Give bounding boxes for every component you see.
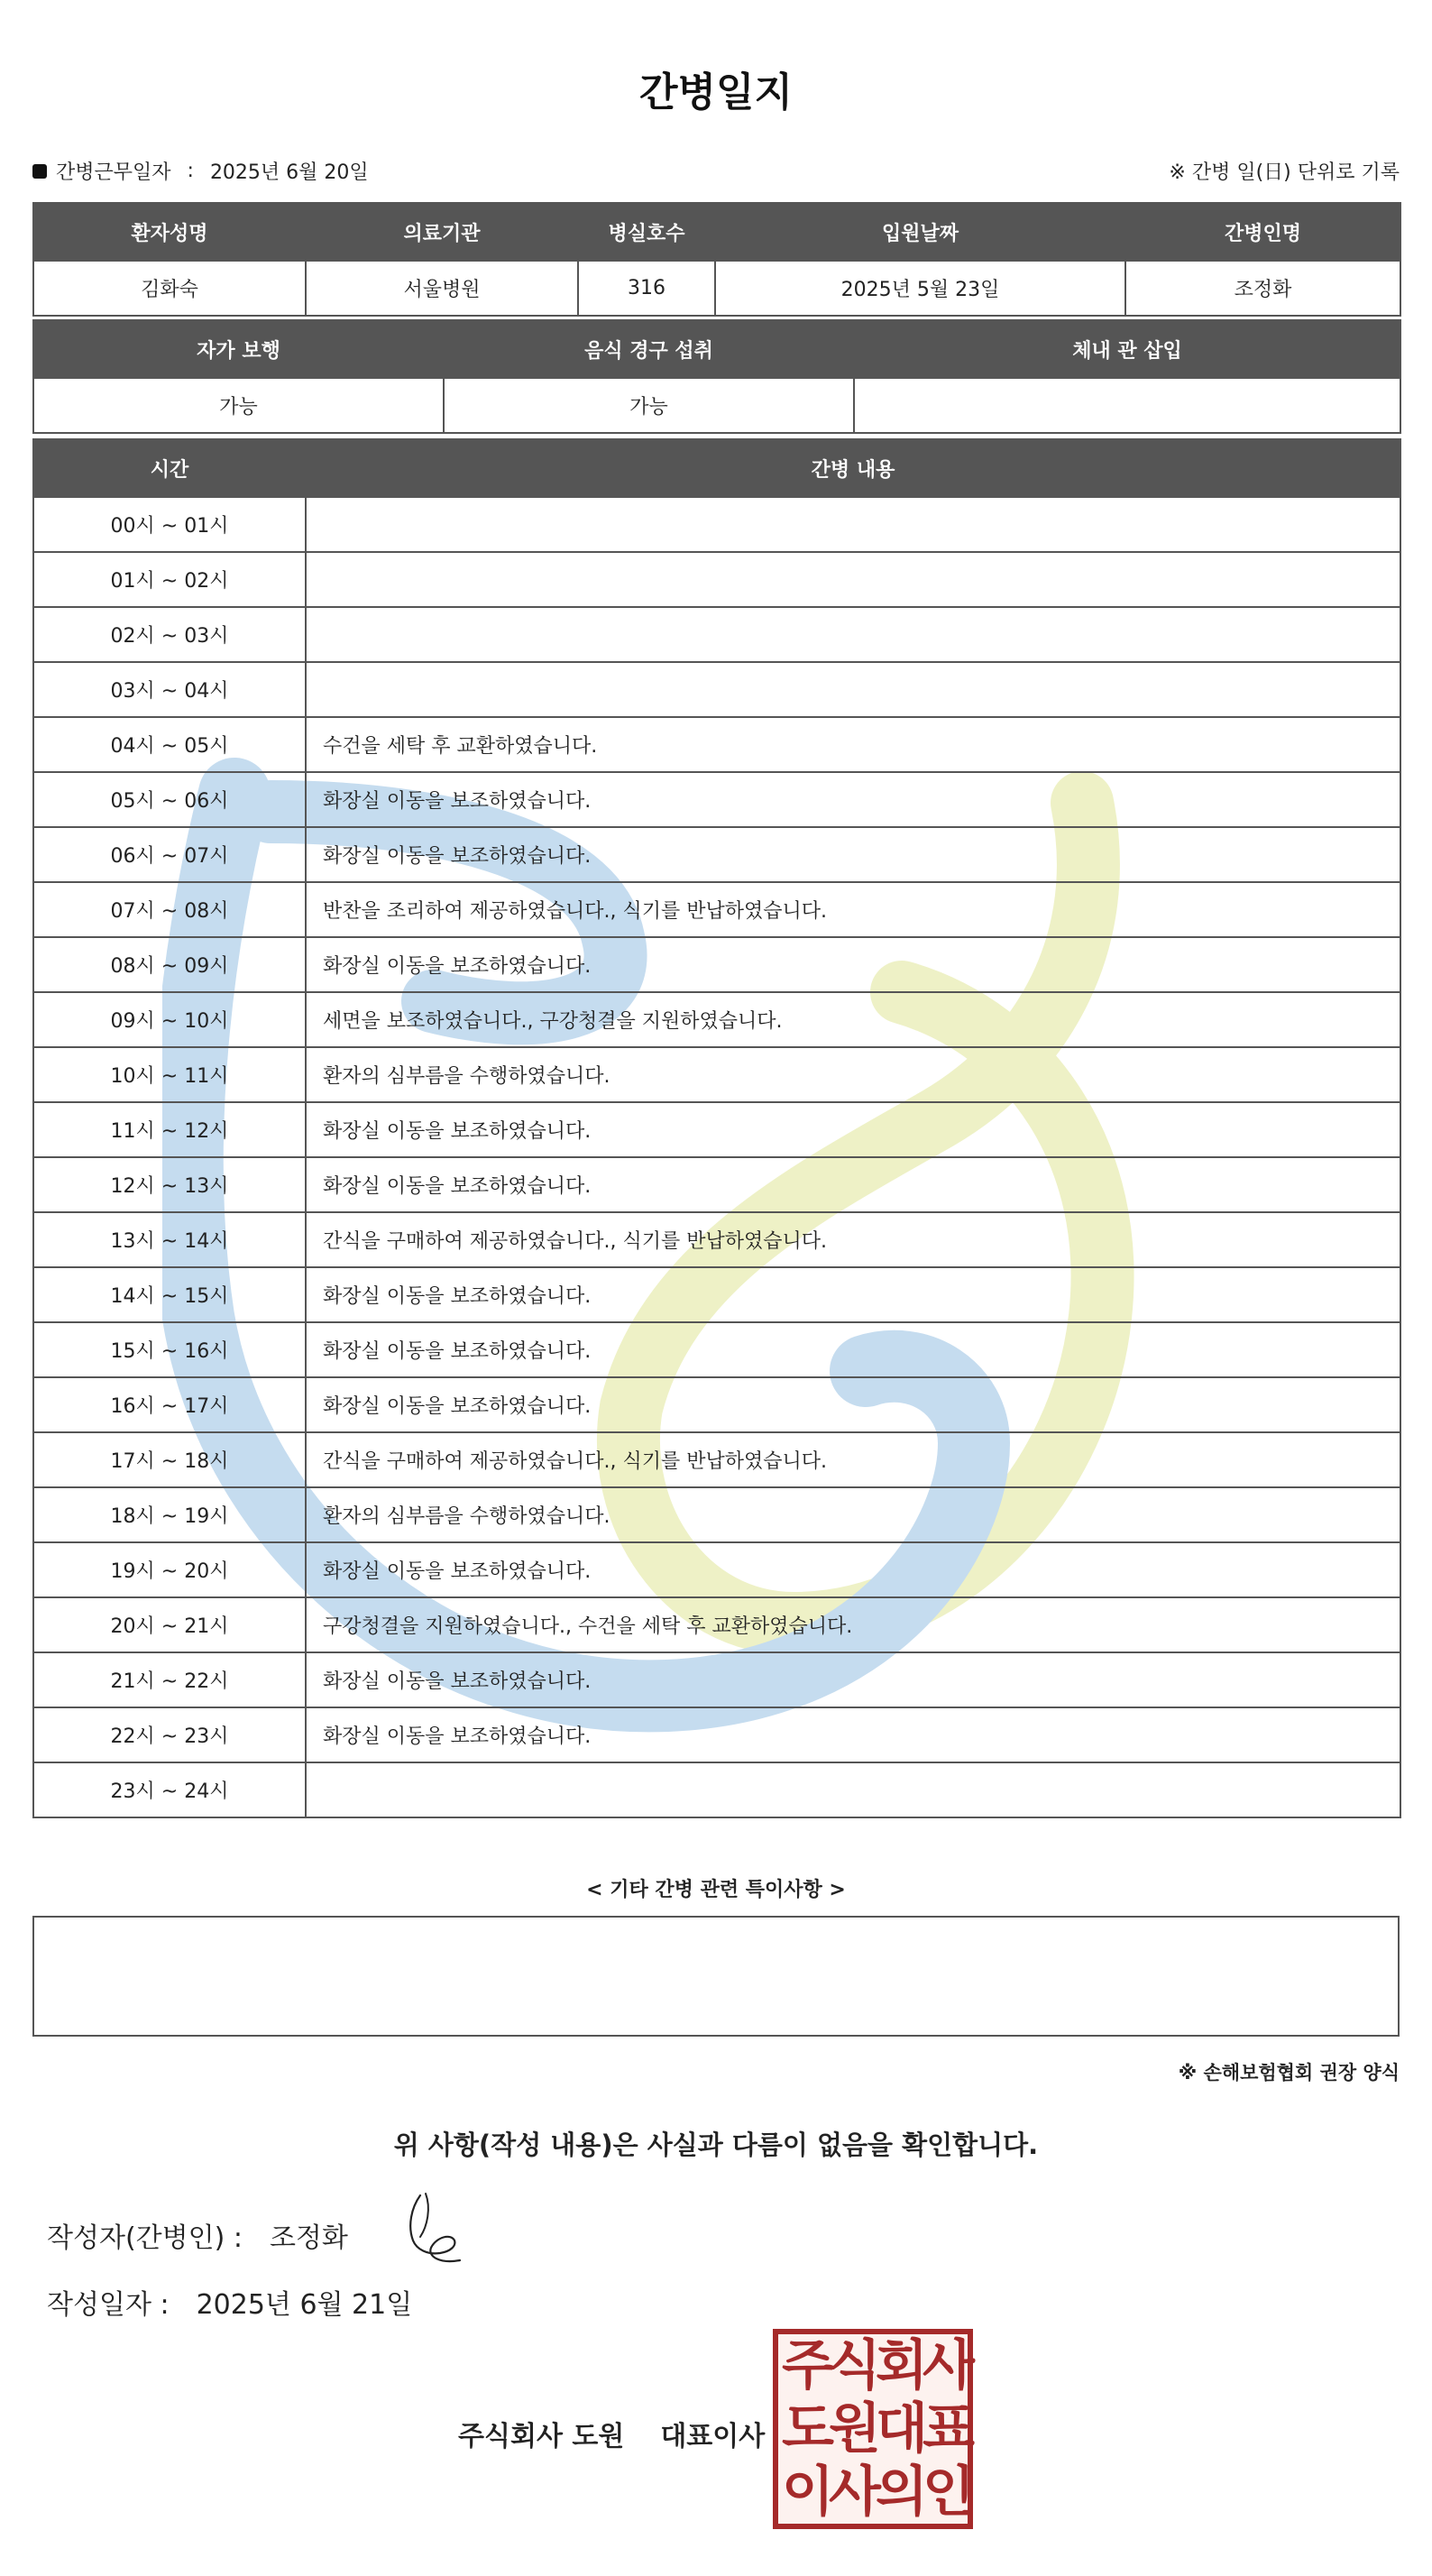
form-source-note: ※ 손해보험협회 권장 양식	[1178, 2062, 1400, 2084]
time-slot-cell: 07시 ~ 08시	[33, 882, 306, 937]
table-row	[33, 1487, 1400, 1542]
header-time: 시간	[33, 439, 306, 497]
time-slot-cell: 19시 ~ 20시	[33, 1542, 306, 1597]
table-row	[33, 1652, 1400, 1707]
care-content-cell: 간식을 구매하여 제공하였습니다., 식기를 반납하였습니다.	[306, 1432, 1400, 1487]
header-caregiver-name: 간병인명	[1125, 203, 1400, 261]
table-row	[33, 1542, 1400, 1597]
care-content-cell: 세면을 보조하였습니다., 구강청결을 지원하였습니다.	[306, 992, 1400, 1047]
record-unit-note: ※ 간병 일(日) 단위로 기록	[1169, 161, 1400, 184]
header-room-number: 병실호수	[578, 203, 715, 261]
table-row	[33, 1102, 1400, 1157]
table-row	[33, 1762, 1400, 1817]
patient-info-table	[32, 202, 1401, 317]
care-content-cell: 반찬을 조리하여 제공하였습니다., 식기를 반납하였습니다.	[306, 882, 1400, 937]
time-slot-cell: 13시 ~ 14시	[33, 1212, 306, 1267]
care-content-cell	[306, 607, 1400, 662]
care-content-cell: 화장실 이동을 보조하였습니다.	[306, 1652, 1400, 1707]
time-slot-cell: 12시 ~ 13시	[33, 1157, 306, 1212]
written-date-value: 2025년 6월 21일	[196, 2289, 413, 2321]
time-slot-cell: 20시 ~ 21시	[33, 1597, 306, 1652]
time-slot-cell: 09시 ~ 10시	[33, 992, 306, 1047]
admission-date-value: 2025년 5월 23일	[715, 261, 1125, 316]
header-tube-insertion: 체내 관 삽입	[854, 320, 1400, 378]
table-row	[33, 882, 1400, 937]
header-hospital: 의료기관	[306, 203, 578, 261]
caregiver-name-value: 조정화	[1125, 261, 1400, 316]
time-slot-cell: 05시 ~ 06시	[33, 772, 306, 827]
work-date-label: 간병근무일자	[56, 161, 171, 184]
table-row	[33, 827, 1400, 882]
company-title: 대표이사	[660, 2421, 766, 2452]
time-slot-cell: 06시 ~ 07시	[33, 827, 306, 882]
patient-status-table	[32, 319, 1401, 434]
table-row	[33, 1597, 1400, 1652]
time-slot-cell: 21시 ~ 22시	[33, 1652, 306, 1707]
table-row	[33, 662, 1400, 717]
time-slot-cell: 18시 ~ 19시	[33, 1487, 306, 1542]
header-oral-intake: 음식 경구 섭취	[444, 320, 854, 378]
care-content-cell: 환자의 심부름을 수행하였습니다.	[306, 1487, 1400, 1542]
table-row	[33, 1377, 1400, 1432]
oral-intake-value: 가능	[444, 378, 854, 433]
table-row	[33, 772, 1400, 827]
work-date-line	[32, 157, 369, 185]
header-patient-name: 환자성명	[33, 203, 306, 261]
header-care-content: 간병 내용	[306, 439, 1400, 497]
remarks-title: < 기타 간병 관련 특이사항 >	[586, 1879, 846, 1901]
time-slot-cell: 22시 ~ 23시	[33, 1707, 306, 1762]
room-number-value: 316	[578, 261, 715, 316]
writer-label: 작성자(간병인) :	[47, 2222, 243, 2254]
time-slot-cell: 10시 ~ 11시	[33, 1047, 306, 1102]
time-slot-cell: 11시 ~ 12시	[33, 1102, 306, 1157]
care-content-cell: 환자의 심부름을 수행하였습니다.	[306, 1047, 1400, 1102]
care-content-cell: 화장실 이동을 보조하였습니다.	[306, 827, 1400, 882]
remarks-box	[32, 1916, 1400, 2037]
header-admission-date: 입원날짜	[715, 203, 1125, 261]
hospital-value: 서울병원	[306, 261, 578, 316]
written-date-label: 작성일자 :	[47, 2289, 170, 2321]
written-date-line	[47, 2282, 412, 2322]
time-slot-cell: 14시 ~ 15시	[33, 1267, 306, 1322]
table-row	[33, 1047, 1400, 1102]
care-content-cell: 화장실 이동을 보조하였습니다.	[306, 772, 1400, 827]
care-content-cell	[306, 1762, 1400, 1817]
care-content-cell: 간식을 구매하여 제공하였습니다., 식기를 반납하였습니다.	[306, 1212, 1400, 1267]
table-row	[33, 1432, 1400, 1487]
care-content-cell	[306, 497, 1400, 552]
writer-line	[47, 2215, 348, 2255]
time-slot-cell: 03시 ~ 04시	[33, 662, 306, 717]
table-row	[33, 1322, 1400, 1377]
time-slot-cell: 16시 ~ 17시	[33, 1377, 306, 1432]
care-content-cell: 화장실 이동을 보조하였습니다.	[306, 1377, 1400, 1432]
time-slot-cell: 01시 ~ 02시	[33, 552, 306, 607]
care-content-cell: 구강청결을 지원하였습니다., 수건을 세탁 후 교환하였습니다.	[306, 1597, 1400, 1652]
care-content-cell: 화장실 이동을 보조하였습니다.	[306, 937, 1400, 992]
table-row	[33, 607, 1400, 662]
time-slot-cell: 02시 ~ 03시	[33, 607, 306, 662]
care-content-cell: 화장실 이동을 보조하였습니다.	[306, 1322, 1400, 1377]
care-content-cell	[306, 552, 1400, 607]
table-row	[33, 717, 1400, 772]
table-row	[33, 552, 1400, 607]
header-self-walking: 자가 보행	[33, 320, 444, 378]
confirmation-statement: 위 사항(작성 내용)은 사실과 다름이 없음을 확인합니다.	[393, 2130, 1039, 2160]
table-row	[33, 1707, 1400, 1762]
care-schedule-table	[32, 438, 1401, 1818]
page-title: 간병일지	[638, 69, 793, 115]
table-row	[33, 1157, 1400, 1212]
tube-insertion-value	[854, 378, 1400, 433]
time-slot-cell: 04시 ~ 05시	[33, 717, 306, 772]
work-date-value: 2025년 6월 20일	[209, 161, 369, 184]
time-slot-cell: 15시 ~ 16시	[33, 1322, 306, 1377]
self-walking-value: 가능	[33, 378, 444, 433]
handwritten-signature	[404, 2190, 467, 2266]
care-content-cell	[306, 662, 1400, 717]
patient-name-value: 김화숙	[33, 261, 306, 316]
work-date-colon: :	[187, 160, 194, 182]
company-line	[458, 2414, 765, 2453]
table-row	[33, 937, 1400, 992]
care-content-cell: 화장실 이동을 보조하였습니다.	[306, 1102, 1400, 1157]
time-slot-cell: 08시 ~ 09시	[33, 937, 306, 992]
care-content-cell: 화장실 이동을 보조하였습니다.	[306, 1157, 1400, 1212]
time-slot-cell: 00시 ~ 01시	[33, 497, 306, 552]
time-slot-cell: 17시 ~ 18시	[33, 1432, 306, 1487]
care-content-cell: 화장실 이동을 보조하였습니다.	[306, 1542, 1400, 1597]
company-name: 주식회사 도원	[458, 2421, 625, 2452]
table-row	[33, 992, 1400, 1047]
writer-value: 조정화	[269, 2222, 348, 2254]
table-row	[33, 1212, 1400, 1267]
table-row	[33, 497, 1400, 552]
care-content-cell: 수건을 세탁 후 교환하였습니다.	[306, 717, 1400, 772]
company-seal-stamp: 주 식 회 사 도 원 대 표 이 사 의 인	[773, 2329, 973, 2529]
table-row	[33, 1267, 1400, 1322]
time-slot-cell: 23시 ~ 24시	[33, 1762, 306, 1817]
care-content-cell: 화장실 이동을 보조하였습니다.	[306, 1267, 1400, 1322]
care-content-cell: 화장실 이동을 보조하였습니다.	[306, 1707, 1400, 1762]
square-bullet-icon	[32, 164, 47, 179]
